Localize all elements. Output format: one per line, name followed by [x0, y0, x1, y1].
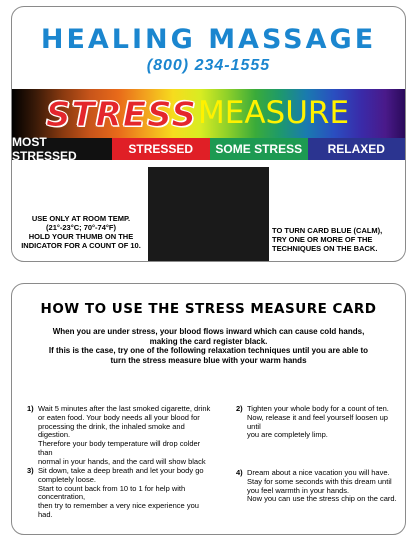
tip-number: 1) [27, 404, 34, 413]
instruction-line: TRY ONE OR MORE OF THE [272, 235, 373, 244]
tip-line: Therefore your body temperature will drop colder than [38, 439, 201, 457]
tip-line: Dream about a nice vacation you will have. [247, 468, 390, 477]
instructions-left [18, 214, 144, 250]
stress-indicator-chip[interactable] [148, 167, 269, 262]
tip-number: 3) [27, 466, 34, 475]
tip-line: completely loose. [38, 474, 96, 484]
instruction-line: USE ONLY AT ROOM TEMP. [31, 214, 131, 223]
level-stressed: STRESSED [112, 138, 211, 160]
tip-line: Sit down, take a deep breath and let your body go [38, 466, 204, 475]
tip-line: you are completely limp. [247, 430, 328, 440]
stress-level-legend [12, 135, 405, 163]
tip-line: Stay for some seconds with this dream until [247, 476, 392, 486]
tip-line: processing the drink, the inhaled smoke and digestion. [38, 421, 185, 440]
tip-line: Start to count back from 10 to 1 for help with concentration, [38, 483, 186, 502]
back-intro [30, 327, 387, 365]
tip-line: Tighten your whole body for a count of ten. [247, 404, 389, 413]
tip-number: 4) [236, 468, 243, 477]
tip-number: 2) [236, 404, 243, 413]
instruction-line: TO TURN CARD BLUE (CALM), [272, 226, 383, 235]
level-most-stressed: MOST STRESSED [12, 138, 112, 160]
card-back [11, 283, 406, 535]
level-some-stress: SOME STRESS [210, 138, 308, 160]
tip-text [247, 469, 397, 504]
phone-number: (800) 234-1555 [146, 57, 271, 74]
intro-line: making the card register black. [149, 336, 268, 346]
tip-text [38, 405, 212, 467]
intro-line: If this is the case, try one of the following relaxation techniques until you are able to [48, 346, 369, 355]
instruction-line: TECHNIQUES ON THE BACK. [272, 244, 378, 253]
instruction-line: (21°-23°C; 70°-74°F) [46, 223, 116, 232]
brand-title: HEALING MASSAGE [40, 24, 377, 55]
tip-line: normal in your hands, and the card will show black [38, 456, 206, 466]
level-relaxed: RELAXED [308, 138, 406, 160]
tip-text [38, 467, 212, 520]
measure-word: MEASURE [198, 95, 350, 131]
intro-line: When you are under stress, your blood flows inward which can cause cold hands, [52, 327, 365, 336]
card-front [11, 6, 406, 262]
instruction-line: HOLD YOUR THUMB ON THE [28, 232, 134, 241]
tip-line: then try to remember a very nice experience you had. [38, 501, 199, 519]
tip-line: Wait 5 minutes after the last smoked cigarette, drink [38, 404, 211, 413]
back-title: HOW TO USE THE STRESS MEASURE CARD [40, 301, 377, 317]
tip-line: or eaten food. Your body needs all your blood for [38, 412, 200, 422]
instruction-line: INDICATOR FOR A COUNT OF 10. [21, 241, 141, 250]
stress-word: STRESS [46, 95, 197, 135]
instructions-right [272, 226, 402, 253]
tip-line: you feel warmth in your hands. [247, 485, 350, 495]
tip-line: Now, release it and feel yourself loosen up until [247, 412, 388, 431]
intro-line: turn the stress measure blue with your warm hands [110, 355, 307, 365]
tip-text [247, 405, 401, 440]
tip-line: Now you can use the stress chip on the card. [247, 494, 397, 504]
